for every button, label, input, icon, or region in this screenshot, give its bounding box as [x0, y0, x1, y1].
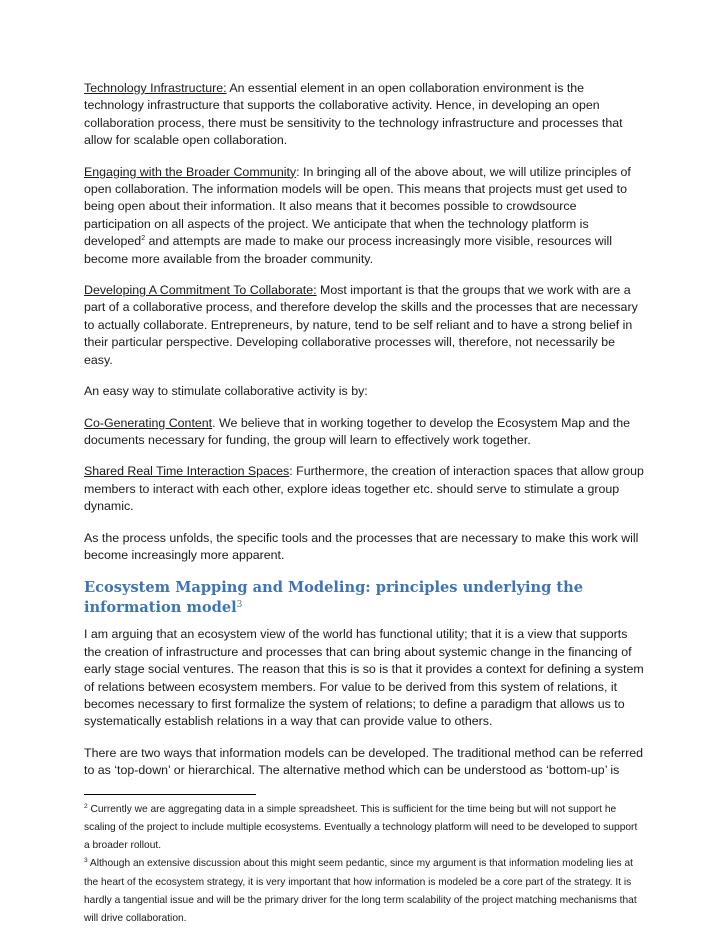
footnote-3-number: 3	[84, 857, 88, 865]
paragraph-broader-community	[84, 164, 644, 268]
heading-co-generating: Co-Generating Content	[84, 415, 213, 430]
section-title-text: Ecosystem Mapping and Modeling: principles underlying the information model	[84, 579, 584, 617]
paragraph-two-ways: There are two ways that information models can be developed. The traditional method can be referred to as ‘top-down’ or hierarchical. The alternative method which can be understood as ‘bottom-up’ is	[84, 745, 644, 778]
text-shared-spaces: : Furthermore, the creation of interaction spaces that allow group members to interact with each other, explore ideas together etc. should serve to stimulate a group dynamic.	[84, 464, 644, 514]
footnote-2	[84, 801, 644, 856]
footnote-2-number: 2	[84, 802, 88, 810]
paragraph-process-unfolds: As the process unfolds, the specific tools and the processes that are necessary to make this work will become increasingly more apparent.	[84, 530, 639, 562]
footnote-3	[84, 855, 644, 928]
paragraph-commitment	[84, 282, 644, 369]
text-commitment: Most important is that the groups that we work with are a part of a collaborative process, and therefore develop the skills and the processes that are necessary to actually collaborate. Entrepreneurs, by nature, tend to be self reliant and to have a strong belief in their particular perspective. Developing collaborative processes will, therefore, not necessarily be easy.	[84, 283, 638, 367]
footnote-ref-3: 3	[236, 600, 243, 611]
paragraph-co-generating	[84, 415, 644, 450]
footnote-divider	[84, 794, 256, 795]
paragraph-ecosystem-view: I am arguing that an ecosystem view of the world has functional utility; that it is a view that supports the creation of infrastructure and processes that can bring about systemic change in the financing of early stage social ventures. The reason that this is so is that it provides a context for defining a system of relations between ecosystem members. For value to be derived from this system of relations, it becomes necessary to first formalize the system of relations; to define a paradigm that allows us to systematically establish relations in a way that can provide value to others.	[84, 627, 644, 729]
text-co-generating: . We believe that in working together to develop the Ecosystem Map and the documents necessary for funding, the group will learn to effectively work together.	[84, 415, 630, 447]
paragraph-technology-infrastructure	[84, 80, 644, 150]
text-broader-community-b: and attempts are made to make our process increasingly more visible, resources will become more available from the broader community.	[84, 234, 613, 266]
footnote-ref-2: 2	[141, 235, 146, 243]
paragraph-shared-spaces	[84, 463, 644, 515]
text-broader-community-a: : In bringing all of the above about, we will utilize principles of open collaboration. The information models will be open. This means that projects must get used to being open about their information. It also means that it becomes possible to crowdsource participation on all aspects of the project. We anticipate that when the technology platform is developed	[84, 164, 631, 249]
section-title	[84, 578, 644, 618]
heading-commitment: Developing A Commitment To Collaborate:	[84, 283, 317, 298]
footnote-3-text: Although an extensive discussion about this might seem pedantic, since my argument is that information modeling lies at the heart of the ecosystem strategy, it is very important that how information is modeled be a core part of the strategy. It is hardly a tangential issue and will be the primary driver for the long term scalability of the project matching mechanisms that will drive collaboration.	[84, 858, 637, 925]
text-technology-infrastructure: An essential element in an open collaboration environment is the technology infrastructure that supports the collaborative activity. Hence, in developing an open collaboration process, there must be sensitivity to the technology infrastructure and processes that allow for scalable open collaboration.	[84, 81, 623, 148]
heading-shared-spaces: Shared Real Time Interaction Spaces	[84, 464, 290, 479]
footnote-2-text: Currently we are aggregating data in a simple spreadsheet. This is sufficient for the time being but will not support he scaling of the project to include multiple ecosystems. Eventually a technology platform will need to be developed to support a broader rollout.	[84, 803, 638, 852]
heading-broader-community: Engaging with the Broader Community	[84, 164, 297, 179]
paragraph-easy-way: An easy way to stimulate collaborative activity is by:	[84, 384, 368, 399]
heading-technology-infrastructure: Technology Infrastructure:	[84, 81, 227, 95]
